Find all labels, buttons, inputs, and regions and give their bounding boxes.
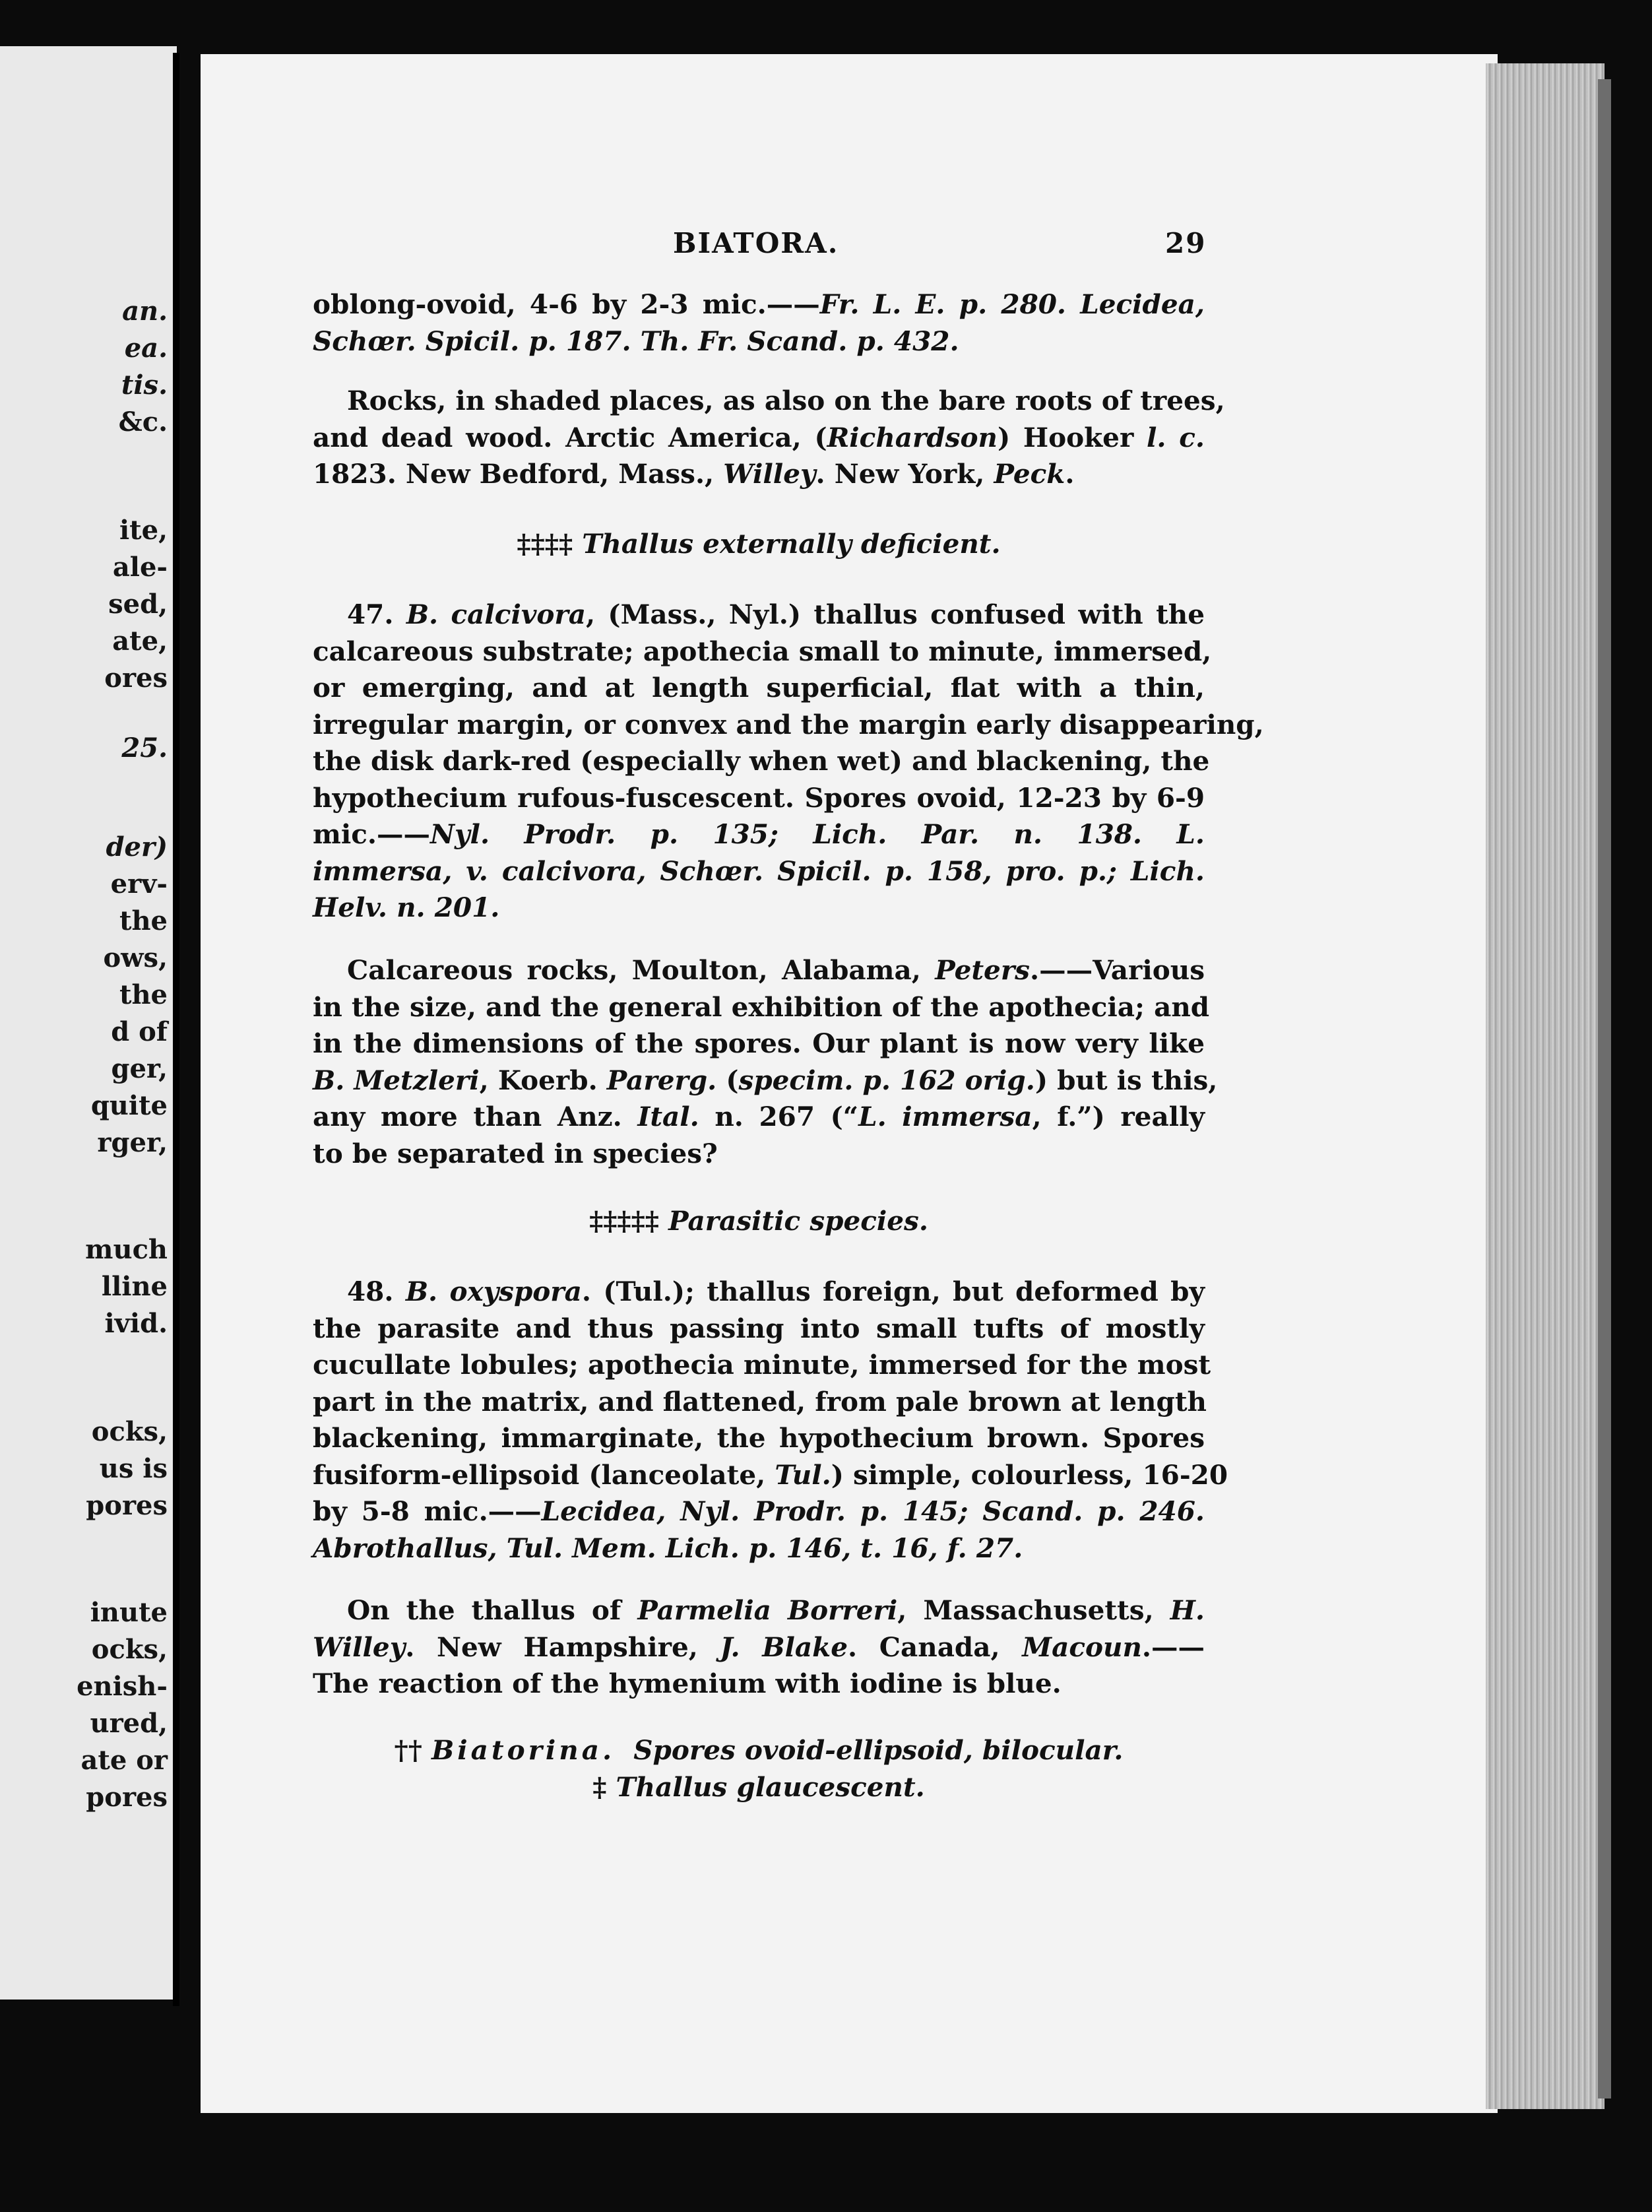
text-run: Calcareous rocks, Moulton, Alabama, [347,954,936,986]
text-run: fusiform-ellipsoid (lanceolate, [313,1458,775,1491]
text-line: blackening, immarginate, the hypothecium brown. Spores [313,1422,1205,1454]
collector-name: Willey [723,458,816,490]
continuation-paragraph [313,286,1205,360]
section-marks: ‡ [592,1771,607,1803]
facing-page-text: quite [90,1090,168,1121]
section-marks: †† [394,1734,422,1766]
citation: Parerg. [606,1064,717,1096]
collector-name: Willey [313,1631,406,1663]
citation: Fr. L. E. p. 280. Lecidea, [819,288,1205,320]
text-line: the disk dark-red (especially when wet) and blackening, the [313,745,1210,777]
facing-page-text: inute [90,1597,168,1628]
page-edges [1486,63,1604,2109]
facing-page-text: d of [111,1016,168,1047]
facing-page-text: lline [101,1271,168,1302]
collector-name: Peters [935,954,1030,986]
facing-page-text: ger, [111,1053,168,1084]
facing-page-text: ea. [124,333,168,364]
facing-page-text: ate or [80,1745,168,1776]
running-head-title: BIATORA. [673,227,839,259]
text-run: ) simple, colourless, 16-20 [831,1458,1228,1491]
citation: Ital. [637,1101,699,1132]
text-run: , Koerb. [479,1064,607,1096]
facing-page-text: pores [86,1782,168,1813]
facing-page-text: sed, [108,589,168,620]
facing-page-text: us is [99,1453,168,1484]
text-run: mic.—— [313,818,430,850]
subgenus-name: Biatorina. [431,1734,616,1766]
facing-page-text: ale- [112,552,168,583]
text-run: ) Hooker [997,421,1147,453]
text-run: . (Tul.); thallus foreign, but deformed by [581,1276,1205,1307]
citation: Lecidea, Nyl. Prodr. p. 145; Scand. p. 246. [541,1495,1205,1527]
text-run: by 5-8 mic.—— [313,1495,542,1527]
facing-page-text: &c. [118,407,168,438]
facing-page-text: an. [122,296,168,327]
text-run: .——Various [1029,954,1205,986]
section-marks: ‡‡‡‡‡ [589,1205,659,1237]
section-marks: ‡‡‡‡ [517,528,573,560]
species-name: B. Metzleri [313,1064,480,1096]
facing-page-text: erv- [110,868,168,899]
section-title: Spores ovoid-ellipsoid, bilocular. [633,1734,1124,1766]
collector-name: Peck [994,458,1065,490]
habitat-paragraph [313,383,1225,493]
section-title: Thallus glaucescent. [616,1771,925,1803]
facing-page-text: ocks, [91,1634,168,1665]
genus-section-heading [313,1734,1205,1766]
facing-page-text: ured, [90,1708,168,1739]
species-name: B. oxyspora [405,1276,582,1307]
text-line: cucullate lobules; apothecia minute, immersed for the most [313,1349,1211,1381]
text-line: in the dimensions of the spores. Our plant is now very like [313,1027,1205,1059]
text-run: , Massachusetts, [897,1594,1170,1626]
facing-page-text: the [119,905,168,936]
citation: Helv. n. 201. [313,892,500,923]
text-line: to be separated in species? [313,1137,718,1169]
citation: immersa, v. calcivora, Schœr. Spicil. p. 158, pro. p.; Lich. [313,855,1205,887]
citation: specim. p. 162 orig. [738,1064,1035,1096]
text-line: calcareous substrate; apothecia small to minute, immersed, [313,635,1212,667]
facing-page-text: ores [104,663,168,694]
citation: Schœr. Spicil. p. 187. Th. Fr. Scand. p. 432. [313,325,959,357]
text-run: On the thallus of [347,1594,638,1626]
facing-page-text: der) [106,831,168,862]
facing-page-text: ows, [103,942,168,973]
facing-page-text: ocks, [91,1416,168,1447]
collector-name: Richardson [827,421,998,453]
text-run: . Canada, [848,1631,1023,1663]
citation: Tul. [775,1458,831,1491]
section-title: Parasitic species. [668,1205,928,1237]
species-name: B. calcivora [406,599,586,630]
section-heading [313,528,1205,560]
section-title: Thallus externally deficient. [582,528,1001,560]
species-48-description [313,1274,1228,1567]
section-heading [313,1771,1205,1803]
text-run: ) but is this, [1034,1064,1218,1096]
section-heading [313,1205,1205,1237]
gutter-shadow [173,53,179,2006]
text-line: in the size, and the general exhibition of the apothecia; and [313,991,1210,1023]
text-line: The reaction of the hymenium with iodine is blue. [313,1668,1062,1699]
text-run: , f.”) really [1032,1101,1205,1132]
species-48-habitat [313,1592,1205,1703]
facing-page-text: enish- [77,1671,168,1702]
text-run: . New York, [815,458,994,490]
facing-page-text: ate, [112,626,168,657]
facing-page-text: ite, [119,515,168,546]
facing-page-fragment [0,46,177,2000]
text-line: irregular margin, or convex and the margin early disappearing, [313,708,1264,740]
text-run: ( [716,1064,739,1096]
text-line: Rocks, in shaded places, as also on the bare roots of trees, [347,385,1225,416]
text-line: hypothecium rufous-fuscescent. Spores ovoid, 12-23 by 6-9 [313,781,1205,814]
citation: Abrothallus, Tul. Mem. Lich. p. 146, t. 16, f. 27. [313,1532,1023,1564]
page-number: 29 [1165,227,1207,259]
species-number: 48. [347,1276,406,1307]
citation: Nyl. Prodr. p. 135; Lich. Par. n. 138. L. [430,818,1205,850]
text-run: , (Mass., Nyl.) thallus confused with the [585,599,1205,630]
page-edge-shadow [1598,79,1611,2098]
facing-page-text: the [119,979,168,1010]
text-run: any more than Anz. [313,1101,638,1132]
facing-page-text: tis. [121,370,168,401]
text-run: oblong-ovoid, 4-6 by 2-3 mic.—— [313,288,820,320]
text-line: part in the matrix, and flattened, from pale brown at length [313,1385,1207,1417]
text-run: .—— [1141,1631,1205,1663]
text-run: n. 267 (“ [699,1101,859,1132]
species-name: Parmelia Borreri [637,1594,898,1626]
species-name: L. immersa [858,1101,1032,1132]
collector-name: H. [1170,1594,1205,1626]
species-47-description [313,597,1264,927]
text-run: . New Hampshire, [405,1631,720,1663]
facing-page-text: ivid. [104,1308,168,1339]
collector-name: Macoun [1022,1631,1142,1663]
text-line: or emerging, and at length superficial, flat with a thin, [313,672,1205,703]
facing-page-text: 25. [121,732,168,764]
text-line: the parasite and thus passing into small tufts of mostly [313,1312,1205,1344]
species-47-habitat [313,952,1218,1172]
facing-page-text: much [85,1234,168,1265]
collector-name: J. Blake [720,1631,848,1663]
text-run: . [1065,458,1075,490]
species-number: 47. [347,599,406,630]
text-run: and dead wood. Arctic America, ( [313,421,827,453]
citation: l. c. [1147,421,1205,453]
facing-page-text: rger, [97,1127,168,1158]
facing-page-text: pores [86,1490,168,1521]
text-run: 1823. New Bedford, Mass., [313,458,724,490]
